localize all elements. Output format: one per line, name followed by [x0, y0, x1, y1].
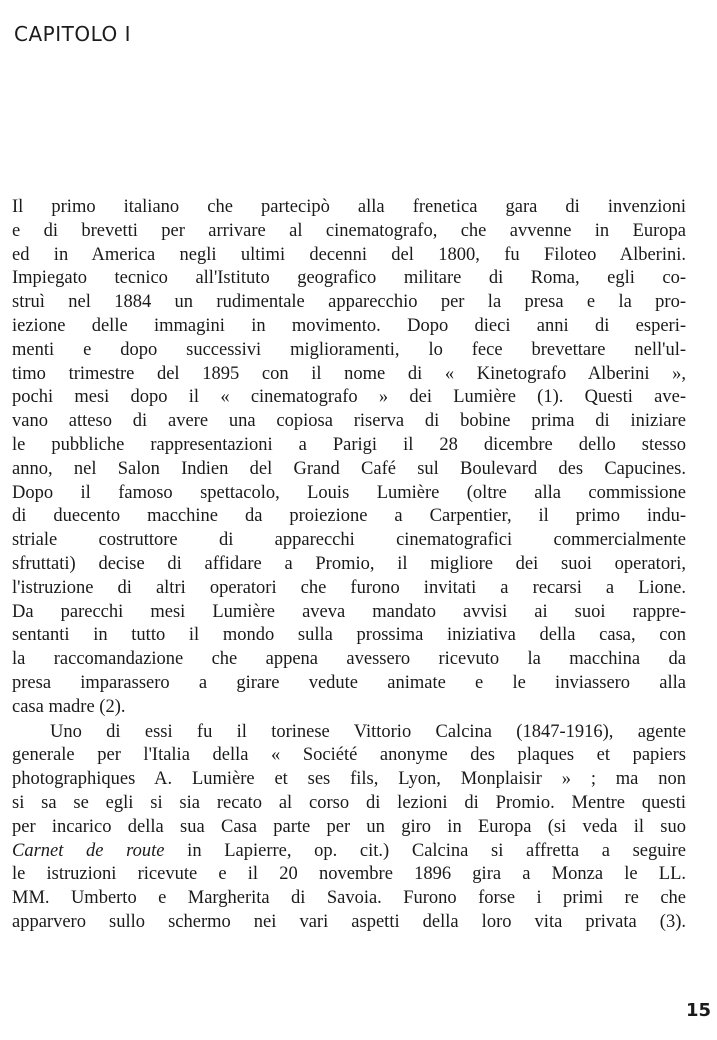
text-line: casa madre (2). [12, 696, 126, 717]
text-line: vano atteso di avere una copiosa riserva di bobine prima di iniziare [12, 411, 686, 432]
text-line: si sa se egli si sia recato al corso di lezioni di Promio. Mentre questi [12, 792, 686, 813]
text-line: e di brevetti per arrivare al cinematografo, che avvenne in Europa [12, 220, 686, 241]
chapter-heading: CAPITOLO I [14, 22, 131, 46]
text-line: Il primo italiano che partecipò alla frenetica gara di invenzioni [12, 197, 686, 217]
page-number: 15 [685, 1000, 711, 1021]
text-line: Dopo il famoso spettacolo, Louis Lumière (oltre alla commissione [12, 482, 686, 503]
text-line: di duecento macchine da proiezione a Carpentier, il primo indu- [12, 506, 686, 527]
text-line: menti e dopo successivi miglioramenti, lo fece brevettare nell'ul- [12, 339, 686, 360]
text-line: Da parecchi mesi Lumière aveva mandato avvisi ai suoi rappre- [12, 601, 686, 622]
text-line: Uno di essi fu il torinese Vittorio Calcina (1847-1916), agente [50, 721, 686, 742]
text-line: l'istruzione di altri operatori che furono invitati a recarsi a Lione. [12, 577, 686, 598]
text-line: presa imparassero a girare vedute animate e le inviassero alla [12, 672, 686, 693]
text-line: photographiques A. Lumière et ses fils, Lyon, Monplaisir » ; ma non [12, 769, 686, 790]
text-line: timo trimestre del 1895 con il nome di « Kinetografo Alberini », [12, 363, 686, 384]
text-line: Impiegato tecnico all'Istituto geografico militare di Roma, egli co- [12, 268, 686, 289]
text-line: ed in America negli ultimi decenni del 1800, fu Filoteo Alberini. [12, 244, 686, 265]
text-line: apparvero sullo schermo nei vari aspetti della loro vita privata (3). [12, 911, 686, 932]
body-text [12, 196, 686, 935]
text-line: anno, nel Salon Indien del Grand Café sul Boulevard des Capucines. [12, 458, 686, 479]
text-line: la raccomandazione che appena avessero ricevuto la macchina da [12, 649, 686, 670]
book-title: Carnet de route [12, 840, 165, 861]
text-line: per incarico della sua Casa parte per un giro in Europa (si veda il suo [12, 816, 686, 837]
text-line: le pubbliche rappresentazioni a Parigi il 28 dicembre dello stesso [12, 434, 686, 455]
text-line: sentanti in tutto il mondo sulla prossima iniziativa della casa, con [12, 625, 686, 646]
text-line: pochi mesi dopo il « cinematografo » dei Lumière (1). Questi ave- [12, 387, 686, 408]
text-line: generale per l'Italia della « Société anonyme des plaques et papiers [12, 745, 686, 766]
text-line: striale costruttore di apparecchi cinematografici commercialmente [12, 530, 686, 551]
text-line: MM. Umberto e Margherita di Savoia. Furono forse i primi re che [12, 888, 686, 909]
text-line: sfruttati) decise di affidare a Promio, il migliore dei suoi operatori, [12, 553, 686, 574]
paragraph-1 [12, 196, 686, 720]
text-line: iezione delle immagini in movimento. Dopo dieci anni di esperi- [12, 315, 686, 336]
text-line-italic-title: Carnet de route in Lapierre, op. cit.) Calcina si affretta a seguire [12, 840, 686, 861]
text-line: struì nel 1884 un rudimentale apparecchio per la presa e la pro- [12, 292, 686, 313]
text-line: le istruzioni ricevute e il 20 novembre 1896 gira a Monza le LL. [12, 864, 686, 885]
paragraph-2 [12, 721, 686, 935]
